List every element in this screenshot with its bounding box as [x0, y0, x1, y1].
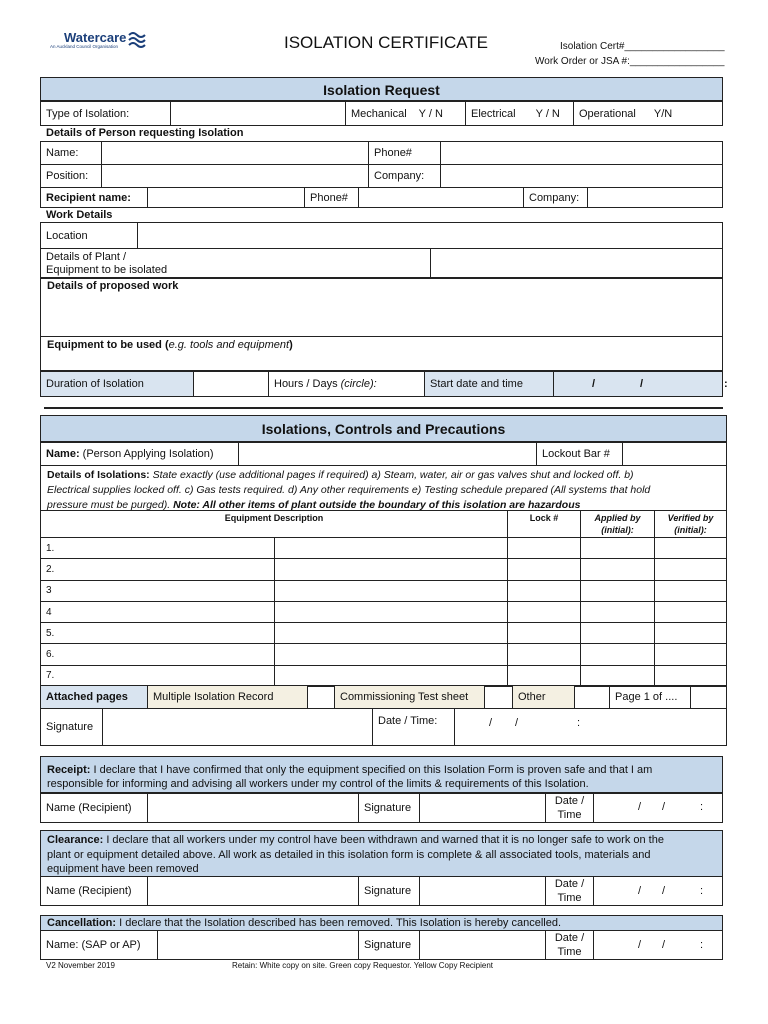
row-verified-by[interactable]: [655, 623, 727, 644]
isolation-details-line-1: [47, 468, 650, 483]
cancellation-colon: :: [700, 939, 704, 951]
row-lock[interactable]: [508, 601, 581, 622]
row-equipment-description[interactable]: [274, 665, 508, 686]
row-verified-by[interactable]: [655, 580, 727, 601]
cancellation-box: [40, 915, 723, 931]
cancellation-bold: Cancellation:: [47, 917, 117, 929]
receipt-date-label: [546, 794, 594, 823]
operational-yn[interactable]: Y/N: [653, 107, 673, 120]
clearance-name-input[interactable]: [148, 877, 359, 906]
footer-retain: Retain: White copy on site. Green copy Requestor. Yellow Copy Recipient: [232, 961, 494, 970]
clearance-slash-2: /: [662, 885, 666, 897]
location-label: Location: [41, 223, 138, 249]
clearance-bold: Clearance:: [47, 834, 104, 846]
footer-version: V2 November 2019: [46, 961, 115, 970]
clearance-signature-input[interactable]: [420, 877, 546, 906]
receipt-line-1: [47, 763, 652, 777]
receipt-line-2: responsible for informing and advising all workers under my control of the limits & requirements of this Isolation.: [47, 778, 589, 790]
multiple-isolation-check[interactable]: [308, 686, 335, 709]
cancellation-date-1: Date /: [554, 932, 585, 944]
duration-label: Duration of Isolation: [41, 372, 194, 397]
cancellation-slash-2: /: [662, 939, 666, 951]
row-number: 6.: [41, 644, 275, 665]
cancellation-row: [40, 930, 723, 960]
clearance-line-3: equipment have been removed: [47, 863, 199, 875]
row-equipment-description[interactable]: [274, 601, 508, 622]
cancellation-name-input[interactable]: [158, 931, 359, 960]
watercare-logo-icon: [128, 31, 146, 47]
logo-name: Watercare: [64, 30, 127, 45]
applier-row: [40, 442, 727, 466]
start-date-input[interactable]: [554, 372, 728, 397]
logo: [48, 30, 148, 52]
date-time-label: Date / Time:: [373, 709, 455, 746]
applier-name-input[interactable]: [239, 443, 537, 466]
row-equipment-description[interactable]: [274, 580, 508, 601]
clearance-slash-1: /: [638, 885, 642, 897]
table-row: [41, 580, 727, 601]
receipt-slash-1: /: [638, 801, 642, 813]
date-time-input[interactable]: [455, 709, 727, 746]
receipt-name-label: Name (Recipient): [41, 794, 148, 823]
plant-label: [41, 249, 431, 279]
clearance-signature-label: Signature: [359, 877, 420, 906]
page-of-extra: [691, 686, 727, 709]
attached-pages-row: [40, 685, 727, 709]
attached-pages-label: Attached pages: [41, 686, 148, 709]
isolation-details-box: [40, 465, 727, 511]
row-number: 1.: [41, 538, 275, 559]
clearance-date-label: [546, 877, 594, 906]
dt-colon: :: [577, 717, 581, 729]
position-input[interactable]: [102, 165, 369, 188]
table-row: [41, 559, 727, 580]
row-lock[interactable]: [508, 538, 581, 559]
row-verified-by[interactable]: [655, 644, 727, 665]
row-equipment-description[interactable]: [274, 538, 508, 559]
row-equipment-description[interactable]: [274, 623, 508, 644]
table-row: [41, 665, 727, 686]
duration-row: [40, 371, 728, 397]
receipt-date-2: Time: [557, 809, 582, 821]
type-label: Type of Isolation:: [41, 102, 171, 126]
row-verified-by[interactable]: [655, 601, 727, 622]
electrical-yn[interactable]: Y / N: [535, 107, 560, 120]
clearance-line-1: [47, 833, 664, 848]
row-number: 4: [41, 601, 275, 622]
commissioning-label: Commissioning Test sheet: [335, 686, 485, 709]
row-applied-by[interactable]: [581, 623, 655, 644]
signature-input[interactable]: [103, 709, 373, 746]
signature-row: [40, 708, 727, 746]
company-input[interactable]: [441, 165, 723, 188]
col-verified-by: [655, 511, 727, 538]
col-applied-by-1: Applied by: [594, 513, 641, 523]
recipient-label: Recipient name:: [41, 188, 148, 208]
cancellation-name-label: Name: (SAP or AP): [41, 931, 158, 960]
proposed-work-label: Details of proposed work: [47, 280, 179, 292]
table-row: [41, 538, 727, 559]
section-isolations-header: Isolations, Controls and Precautions: [40, 415, 727, 442]
type-input[interactable]: [171, 102, 346, 126]
isolation-details-l1: State exactly (use additional pages if required) a) Steam, water, air or gas valves shut and locked off. b): [152, 469, 634, 481]
receipt-signature-input[interactable]: [420, 794, 546, 823]
table-row: [41, 601, 727, 622]
receipt-colon: :: [700, 801, 704, 813]
company-label: Company:: [369, 165, 441, 188]
start-date-slash-2: /: [640, 378, 644, 390]
row-lock[interactable]: [508, 559, 581, 580]
isolation-cert-number[interactable]: Isolation Cert#__________________: [560, 41, 725, 52]
row-applied-by[interactable]: [581, 538, 655, 559]
equipment-used-label: [47, 339, 293, 352]
row-number: 3: [41, 580, 275, 601]
duration-input[interactable]: [194, 372, 269, 397]
clearance-colon: :: [700, 885, 704, 897]
col-applied-by-2: (initial):: [601, 525, 634, 535]
table-row: [41, 623, 727, 644]
receipt-name-input[interactable]: [148, 794, 359, 823]
clearance-name-label: Name (Recipient): [41, 877, 148, 906]
start-date-slash-1: /: [592, 378, 596, 390]
row-verified-by[interactable]: [655, 559, 727, 580]
equipment-used-close: ): [289, 339, 293, 351]
isolation-details-bold: Details of Isolations:: [47, 469, 150, 481]
applier-name-rest: (Person Applying Isolation): [79, 448, 214, 460]
lockout-bar-label: Lockout Bar #: [537, 443, 623, 466]
start-date-colon: :: [724, 378, 728, 390]
other-label: Other: [513, 686, 575, 709]
applier-name-bold: Name:: [46, 448, 80, 460]
receipt-bold: Receipt:: [47, 764, 91, 776]
row-lock[interactable]: [508, 580, 581, 601]
equipment-table: [40, 510, 727, 687]
receipt-l1: I declare that I have confirmed that only the equipment specified on this Isolation Form is proven safe and that I am: [90, 764, 653, 776]
section-isolation-request-header: Isolation Request: [40, 77, 723, 101]
receipt-date-1: Date /: [554, 795, 585, 807]
hours-days-label: Hours / Days: [274, 378, 341, 390]
requester-table: [40, 141, 723, 188]
hours-days[interactable]: [269, 372, 425, 397]
isolation-details-l3: pressure must be purged).: [47, 499, 171, 511]
row-number: 7.: [41, 665, 275, 686]
row-number: 5.: [41, 623, 275, 644]
receipt-row: [40, 793, 723, 823]
equipment-used-box[interactable]: [40, 336, 723, 371]
plant-label-1: Details of Plant /: [46, 250, 127, 263]
clearance-date-2: Time: [557, 892, 582, 904]
clearance-row: [40, 876, 723, 906]
cancellation-date-2: Time: [557, 946, 582, 958]
signature-label: Signature: [41, 709, 103, 746]
row-applied-by[interactable]: [581, 601, 655, 622]
recipient-company-input[interactable]: [588, 188, 723, 208]
plant-label-2: Equipment to be isolated: [46, 263, 168, 276]
row-applied-by[interactable]: [581, 644, 655, 665]
hours-days-circle: (circle):: [340, 378, 377, 390]
row-verified-by[interactable]: [655, 538, 727, 559]
row-applied-by[interactable]: [581, 580, 655, 601]
isolation-details-line-2: Electrical supplies locked off. c) Gas tests required. d) Any other requirements e) Testing schedule prepared (All systems that hold: [47, 484, 651, 496]
location-input[interactable]: [138, 223, 723, 249]
name-label: Name:: [41, 142, 102, 165]
phone-label: Phone#: [369, 142, 441, 165]
recipient-phone-input[interactable]: [359, 188, 524, 208]
cancellation-slash-1: /: [638, 939, 642, 951]
applier-name-label: [41, 443, 239, 466]
col-verified-by-2: (initial):: [674, 525, 707, 535]
equipment-used-example: e.g. tools and equipment: [168, 339, 290, 351]
cancellation-l1: I declare that the Isolation described has been removed. This Isolation is hereby cancelled.: [116, 917, 562, 929]
name-input[interactable]: [102, 142, 369, 165]
requester-heading: Details of Person requesting Isolation: [46, 127, 244, 139]
col-applied-by: [581, 511, 655, 538]
clearance-line-2: plant or equipment detailed above. All work as detailed in this isolation form is complete & all associated tools, materials and: [47, 848, 651, 861]
recipient-company-label: Company:: [524, 188, 588, 208]
row-lock[interactable]: [508, 665, 581, 686]
cancellation-line: [47, 917, 561, 930]
receipt-signature-label: Signature: [359, 794, 420, 823]
dt-slash-2: /: [515, 717, 519, 729]
cancellation-date-input[interactable]: [594, 931, 723, 960]
work-order-number[interactable]: Work Order or JSA #:_________________: [535, 56, 725, 67]
row-verified-by[interactable]: [655, 665, 727, 686]
page-of: Page 1 of ....: [610, 686, 691, 709]
proposed-work-box[interactable]: [40, 277, 723, 337]
receipt-box: [40, 756, 723, 793]
work-details-table: [40, 222, 723, 279]
row-applied-by[interactable]: [581, 665, 655, 686]
dt-slash-1: /: [489, 717, 493, 729]
multiple-isolation-label: Multiple Isolation Record: [148, 686, 308, 709]
row-lock[interactable]: [508, 623, 581, 644]
other-check[interactable]: [575, 686, 610, 709]
row-lock[interactable]: [508, 644, 581, 665]
receipt-date-input[interactable]: [594, 794, 723, 823]
row-applied-by[interactable]: [581, 559, 655, 580]
work-details-heading: Work Details: [46, 209, 113, 221]
col-lock: Lock #: [508, 511, 581, 538]
recipient-row: [40, 187, 723, 208]
cancellation-signature-input[interactable]: [420, 931, 546, 960]
col-verified-by-1: Verified by: [667, 513, 714, 523]
clearance-box: [40, 830, 723, 877]
start-date-label: Start date and time: [425, 372, 554, 397]
col-equipment-description: Equipment Description: [41, 511, 508, 538]
row-equipment-description[interactable]: [274, 644, 508, 665]
position-label: Position:: [41, 165, 102, 188]
table-row: [41, 644, 727, 665]
recipient-input[interactable]: [148, 188, 305, 208]
lockout-bar-input[interactable]: [623, 443, 727, 466]
mechanical-yn[interactable]: Y / N: [418, 107, 443, 120]
operational-label: Operational: [579, 107, 636, 120]
type-of-isolation-row: [40, 101, 723, 126]
row-number: 2.: [41, 559, 275, 580]
cancellation-date-label: [546, 931, 594, 960]
equipment-used-text: Equipment to be used (: [47, 339, 169, 351]
receipt-slash-2: /: [662, 801, 666, 813]
row-equipment-description[interactable]: [274, 559, 508, 580]
clearance-date-1: Date /: [554, 878, 585, 890]
logo-tagline: An Auckland Council Organisation: [50, 44, 119, 49]
isolation-note: Note: All other items of plant outside the boundary of this isolation are hazardous: [173, 499, 581, 511]
clearance-date-input[interactable]: [594, 877, 723, 906]
phone-input[interactable]: [441, 142, 723, 165]
cancellation-signature-label: Signature: [359, 931, 420, 960]
section-divider: [44, 407, 723, 409]
recipient-phone-label: Phone#: [305, 188, 359, 208]
mechanical-label: Mechanical: [351, 107, 407, 120]
commissioning-check[interactable]: [485, 686, 513, 709]
clearance-l1: I declare that all workers under my control have been withdrawn and warned that it is no longer safe to work on the: [103, 834, 664, 846]
plant-input[interactable]: [430, 249, 723, 279]
electrical-label: Electrical: [471, 107, 516, 120]
page-title: ISOLATION CERTIFICATE: [284, 33, 489, 52]
